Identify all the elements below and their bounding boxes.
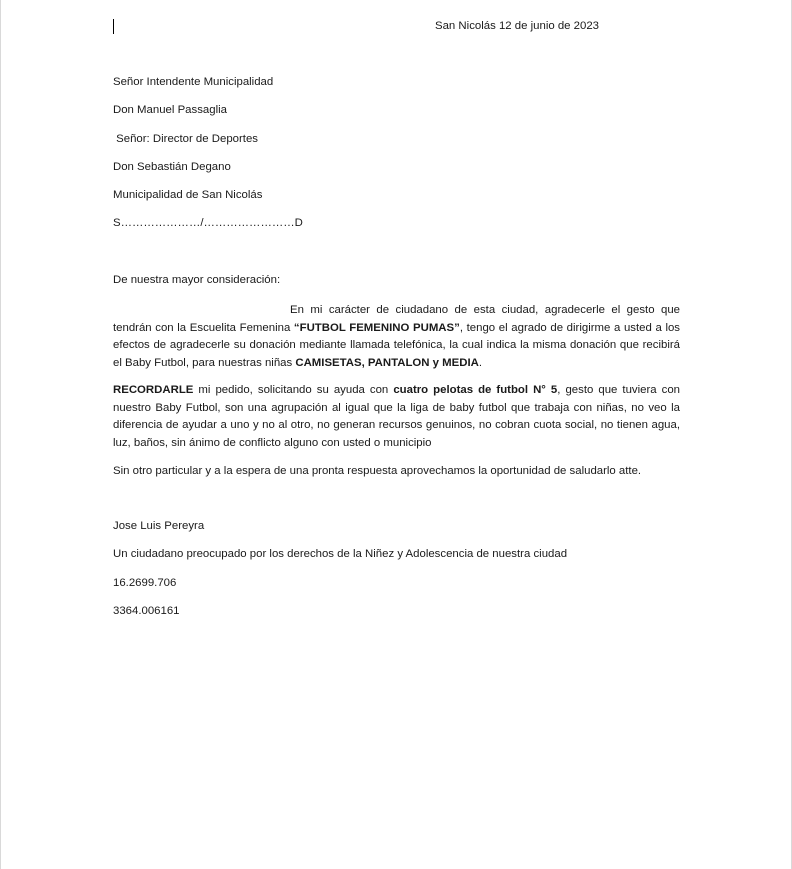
paragraph-1[interactable] [113,302,680,372]
addressee-line-2[interactable]: Don Manuel Passaglia [113,104,227,116]
paragraph-2-bold-1: RECORDARLE [113,384,194,396]
addressee-line-5[interactable]: Municipalidad de San Nicolás [113,189,263,201]
paragraph-1-bold-1: “FUTBOL FEMENINO PUMAS” [293,321,460,334]
page-edge-left [0,0,1,869]
signature-id-number[interactable]: 16.2699.706 [113,577,177,589]
signature-description[interactable]: Un ciudadano preocupado por los derechos de la Niñez y Adolescencia de nuestra ciudad [113,548,568,560]
paragraph-1-text-2: , tengo el agrado de dirigirme a usted a los efectos de agradecerle su donación mediante llamada telefónica, la cual indica la misma donación que recibirá el Baby Futbol, para nuestras niñas [113,321,681,369]
addressee-line-1[interactable]: Señor Intendente Municipalidad [113,76,274,88]
addressee-line-6[interactable]: S…………………/……………………D [113,217,303,229]
addressee-line-4[interactable]: Don Sebastián Degano [113,161,231,173]
paragraph-2-bold-2: cuatro pelotas de futbol N° 5 [393,384,558,396]
text-cursor [113,19,114,34]
addressee-line-3[interactable]: Señor: Director de Deportes [113,133,258,145]
paragraph-1-text-3: . [478,356,483,369]
salutation[interactable]: De nuestra mayor consideración: [113,274,281,286]
letter-date[interactable]: San Nicolás 12 de junio de 2023 [435,20,600,32]
signature-name[interactable]: Jose Luis Pereyra [113,520,205,532]
paragraph-2-text-2: , gesto que tuviera con nuestro Baby Futbol, son una agrupación al igual que la liga de baby futbol que trabaja con niñas, no veo la diferencia de ayudar a uno y no al otro, no generan recursos genuinos, no cobran cuota social, no tienen agua, luz, baños, sin ánimo de conflicto alguno con usted o municipio [113,384,681,449]
paragraph-3[interactable]: Sin otro particular y a la espera de una pronta respuesta aprovechamos la oportunidad de saludarlo atte. [113,465,642,477]
paragraph-1-bold-2: CAMISETAS, PANTALON y MEDIA [295,356,479,369]
signature-phone[interactable]: 3364.006161 [113,605,180,617]
paragraph-1-text-1: En mi carácter de ciudadano de esta ciudad, agradecerle el gesto que tendrán con la Escuelita Femenina [113,304,680,334]
paragraph-2-text-1: mi pedido, solicitando su ayuda con [193,384,394,396]
paragraph-2[interactable] [113,382,680,452]
